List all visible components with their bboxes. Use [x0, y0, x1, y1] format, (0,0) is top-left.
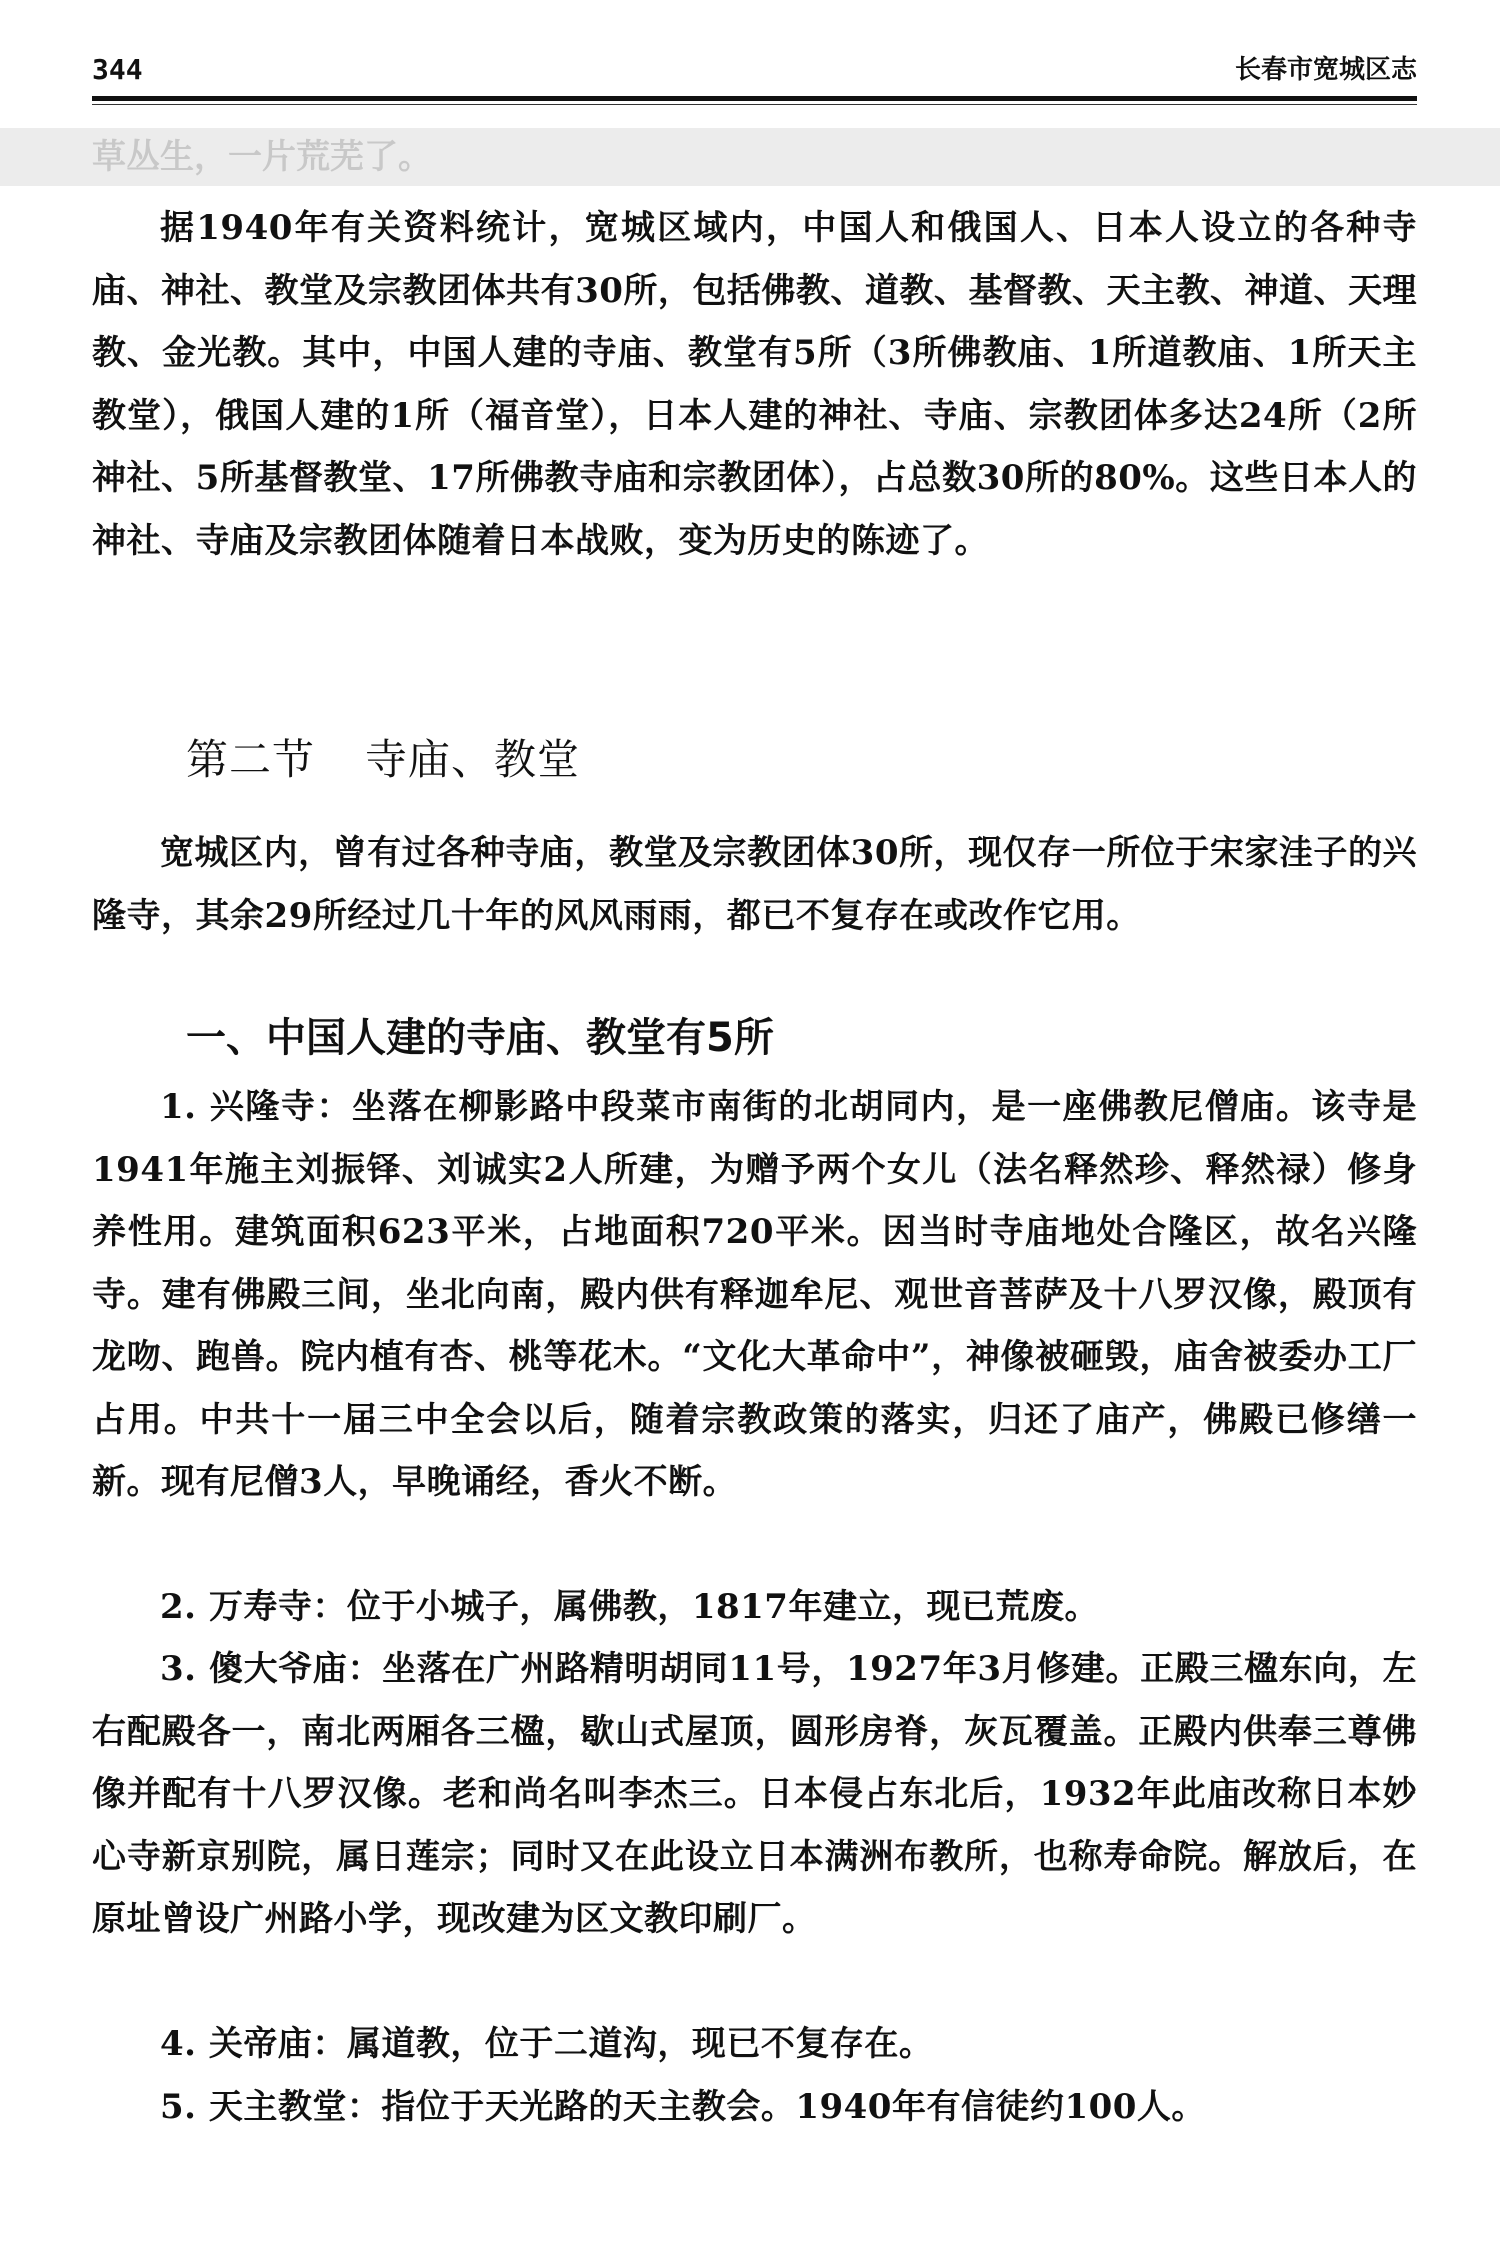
book-title: 长春市宽城区志	[1234, 55, 1417, 85]
section-heading	[186, 730, 580, 790]
intro-paragraph: 据1940年有关资料统计，宽城区域内，中国人和俄国人、日本人设立的各种寺庙、神社、教堂及宗教团体共有30所，包括佛教、道教、基督教、天主教、神道、天理教、金光教。其中，中国人建的寺庙、教堂有5所（3所佛教庙、1所道教庙、1所天主教堂），俄国人建的1所（福音堂），日本人建的神社、寺庙、宗教团体多达24所（2所神社、5所基督教堂、17所佛教寺庙和宗教团体），占总数30所的80%。这些日本人的神社、寺庙及宗教团体随着日本战败，变为历史的陈迹了。	[92, 208, 1417, 561]
section-title: 寺庙、教堂	[365, 735, 581, 784]
previous-page-tail: 草丛生，一片荒芜了。	[92, 137, 432, 177]
list-item-xinglong-temple: 1. 兴隆寺：坐落在柳影路中段菜市南街的北胡同内，是一座佛教尼僧庙。该寺是1941年施主刘振铎、刘诚实2人所建，为赠予两个女儿（法名释然珍、释然禄）修身养性用。建筑面积623平米，占地面积720平米。因当时寺庙地处合隆区，故名兴隆寺。建有佛殿三间，坐北向南，殿内供有释迦牟尼、观世音菩萨及十八罗汉像，殿顶有龙吻、跑兽。院内植有杏、桃等花木。“文化大革命中”，神像被砸毁，庙舍被委办工厂占用。中共十一届三中全会以后，随着宗教政策的落实，归还了庙产，佛殿已修缮一新。现有尼僧3人，早晚诵经，香火不断。	[92, 1087, 1417, 1502]
section-paragraph: 宽城区内，曾有过各种寺庙，教堂及宗教团体30所，现仅存一所位于宋家洼子的兴隆寺，其余29所经过几十年的风风雨雨，都已不复存在或改作它用。	[92, 833, 1417, 936]
header-rule	[92, 96, 1417, 101]
header-rule-thin	[92, 104, 1417, 105]
subsection-heading: 一、中国人建的寺庙、教堂有5所	[186, 1015, 774, 1061]
list-item-guandi-temple: 4. 关帝庙：属道教，位于二道沟，现已不复存在。	[160, 2024, 934, 2064]
page-number: 344	[92, 53, 143, 86]
previous-page-tail-band	[0, 128, 1500, 186]
list-item-catholic-church: 5. 天主教堂：指位于天光路的天主教会。1940年有信徒约100人。	[160, 2087, 1206, 2127]
page-header	[92, 50, 1417, 90]
section-number: 第二节	[186, 735, 316, 784]
list-item-wanshou-temple: 2. 万寿寺：位于小城子，属佛教，1817年建立，现已荒废。	[160, 1587, 1099, 1627]
list-item-shadaye-temple: 3. 傻大爷庙：坐落在广州路精明胡同11号，1927年3月修建。正殿三楹东向，左右配殿各一，南北两厢各三楹，歇山式屋顶，圆形房脊，灰瓦覆盖。正殿内供奉三尊佛像并配有十八罗汉像。老和尚名叫李杰三。日本侵占东北后，1932年此庙改称日本妙心寺新京别院，属日莲宗；同时又在此设立日本满洲布教所，也称寿命院。解放后，在原址曾设广州路小学，现改建为区文教印刷厂。	[92, 1649, 1417, 1939]
